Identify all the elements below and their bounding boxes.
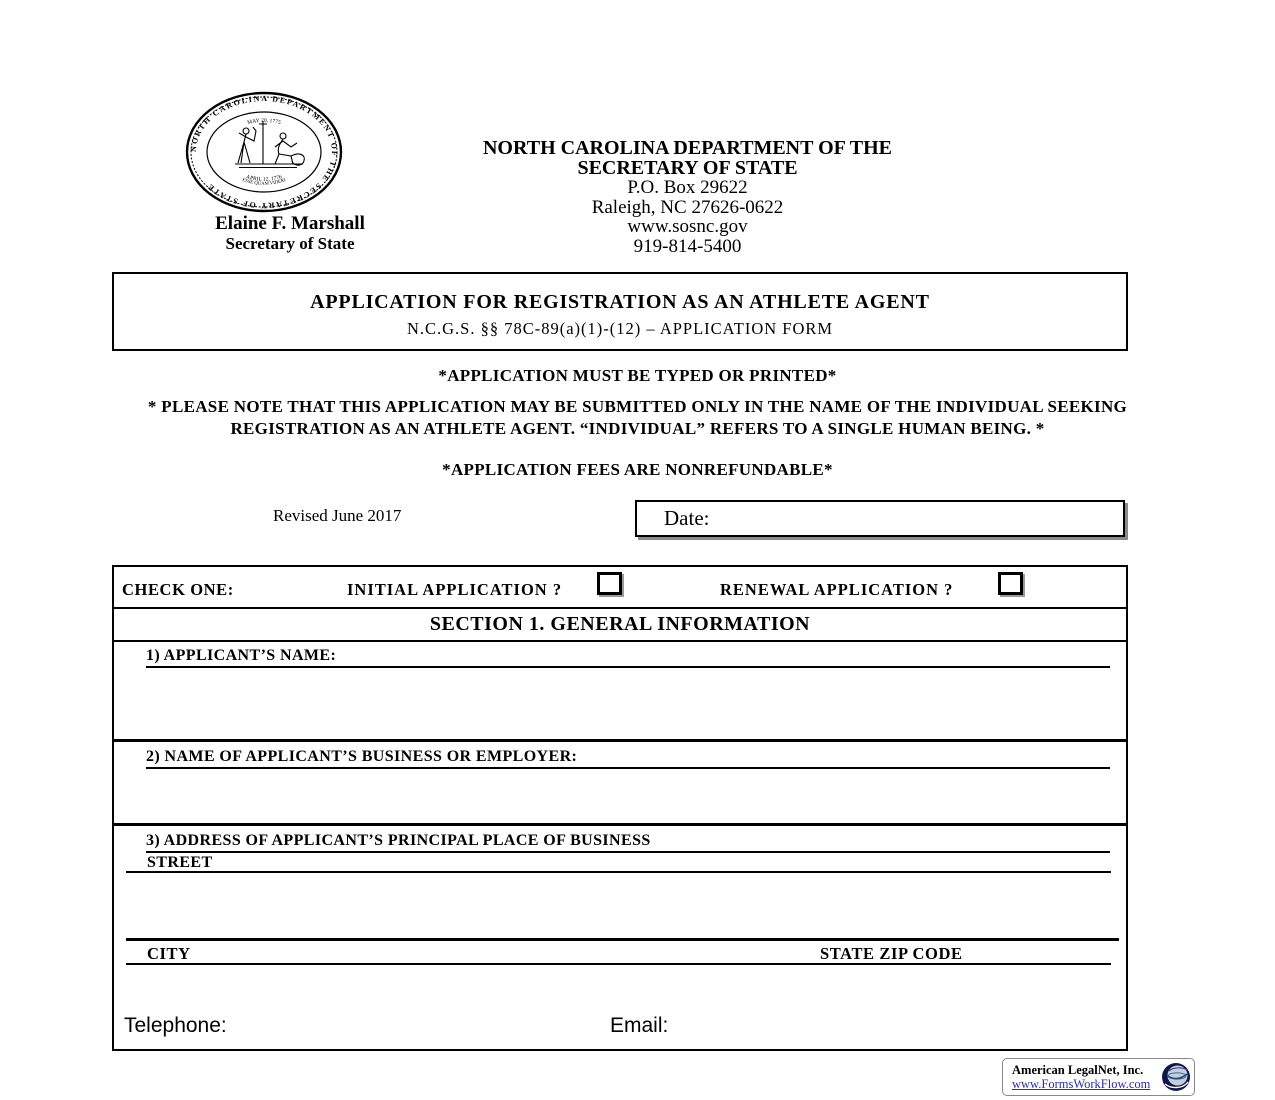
state-zip-label: STATE ZIP CODE [820,944,963,963]
phone-number: 919-814-5400 [633,235,742,257]
seal-date-bottom: APRIL 12, 1776 [245,174,283,183]
street-input-line[interactable] [126,854,1111,873]
city-state-line: Raleigh, NC 27626-0622 [591,196,784,218]
field-divider [114,823,1126,826]
business-address-heading-line [146,832,1110,853]
form-title: APPLICATION FOR REGISTRATION AS AN ATHLETE AGENT [310,291,930,313]
main-form-box [112,565,1128,1051]
dept-name-line2: SECRETARY OF STATE [577,156,798,179]
initial-application-label: INITIAL APPLICATION ? [347,580,563,599]
rule-above-city-row [126,938,1119,941]
applicant-name-input-line[interactable] [146,647,1110,668]
check-one-label: CHECK ONE: [122,580,234,599]
vendor-company: American LegalNet, Inc. [1012,1063,1144,1077]
renewal-application-checkbox[interactable] [998,572,1023,595]
rule-under-section-heading [114,640,1126,642]
city-state-input-line[interactable] [126,944,1111,965]
form-statute: N.C.G.S. §§ 78C-89(a)(1)-(12) – APPLICATION FORM [406,319,834,338]
field-divider [114,739,1126,742]
vendor-link[interactable]: www.FormsWorkFlow.com [1012,1077,1151,1091]
business-address-label: 3) ADDRESS OF APPLICANT’S PRINCIPAL PLACE OF BUSINESS [146,832,651,849]
applicant-name-label: 1) APPLICANT’S NAME: [146,647,337,664]
section1-heading: SECTION 1. GENERAL INFORMATION [429,613,811,635]
notice-fees-nonrefundable: *APPLICATION FEES ARE NONREFUNDABLE* [442,460,833,479]
business-name-label: 2) NAME OF APPLICANT’S BUSINESS OR EMPLOYER: [146,748,578,765]
form-title-box [112,272,1128,351]
notice-typed-or-printed: *APPLICATION MUST BE TYPED OR PRINTED* [438,366,837,385]
seal-motto: ESSE QUAM VIDERI [241,177,287,187]
street-label: STREET [147,854,213,871]
dept-name-line1: NORTH CAROLINA DEPARTMENT OF THE [482,137,892,159]
seal-ring-text: NORTH CAROLINA DEPARTMENT OF THE SECRETARY OF STATE [188,93,340,211]
official-block [150,214,430,253]
notice-individual-only: * PLEASE NOTE THAT THIS APPLICATION MAY BE SUBMITTED ONLY IN THE NAME OF THE INDIVIDUAL SEEKING REGISTRATION AS AN ATHLETE AGENT. “INDIVIDUAL” REFERS TO A SINGLE HUMAN BEING. * [147,397,1128,438]
revision-note: Revised June 2017 [273,506,402,525]
date-field-box[interactable] [635,500,1125,537]
renewal-application-label: RENEWAL APPLICATION ? [720,580,954,599]
date-label: Date: [664,506,710,530]
rule-under-check-one [114,607,1126,609]
telephone-label: Telephone: [124,1014,227,1037]
nc-state-seal-icon [183,90,345,214]
po-box-line: P.O. Box 29622 [627,177,748,198]
letterhead [420,139,955,256]
initial-application-checkbox[interactable] [597,572,622,595]
website-url: www.sosnc.gov [627,216,748,237]
vendor-badge[interactable] [1002,1058,1195,1096]
seal-date-top: MAY 20, 1775 [246,117,282,127]
email-label: Email: [610,1014,669,1037]
formsworkflow-globe-icon [1161,1062,1191,1092]
official-name: Elaine F. Marshall [215,213,365,234]
city-label: CITY [147,944,191,963]
official-title: Secretary of State [225,234,355,253]
business-name-input-line[interactable] [146,748,1110,769]
